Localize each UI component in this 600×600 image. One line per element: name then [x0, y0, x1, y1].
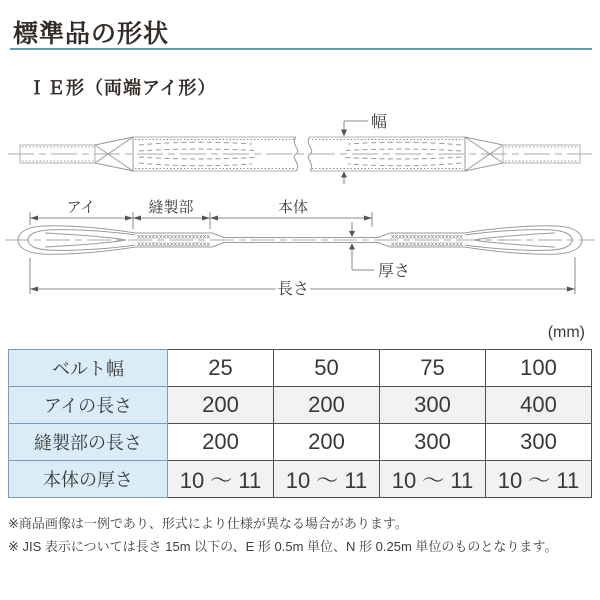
sewn-dimension-label: 縫製部 — [148, 199, 194, 216]
width-callout — [341, 113, 387, 184]
table-cell: 10 ～ 11 — [274, 461, 380, 498]
product-type-heading: ＩＥ形（両端アイ形） — [28, 78, 217, 98]
stitch-pattern: xxxxxxxxxxxxxxxxxxxx — [391, 241, 464, 248]
body-dimension-label: 本体 — [277, 199, 309, 216]
table-cell: 10 ～ 11 — [380, 461, 486, 498]
row-header: ベルト幅 — [9, 350, 168, 387]
table-cell: 200 — [274, 387, 380, 424]
width-label: 幅 — [371, 114, 388, 131]
table-cell: 300 — [380, 387, 486, 424]
table-row — [9, 424, 592, 461]
table-unit-label: (mm) — [547, 324, 585, 341]
width-arrow-up — [341, 172, 347, 178]
sling-top-view-diagram — [0, 100, 600, 190]
thickness-arrow-up — [349, 243, 355, 249]
table-cell: 25 — [168, 350, 274, 387]
table-cell: 200 — [274, 424, 380, 461]
table-cell: 50 — [274, 350, 380, 387]
row-header: アイの長さ — [9, 387, 168, 424]
sling-side-view-diagram — [0, 193, 600, 308]
right-sewn-section — [378, 233, 465, 248]
stitch-pattern: xxxxxxxxxxxxxxxxxxxx — [391, 233, 464, 241]
stitch-pattern: xxxxxxxxxxxxxxxxxxxx — [137, 241, 211, 248]
thickness-label: 厚さ — [378, 263, 411, 280]
table-cell: 400 — [486, 387, 592, 424]
table-cell: 100 — [486, 350, 592, 387]
table-cell: 200 — [168, 424, 274, 461]
table-cell: 75 — [380, 350, 486, 387]
table-cell: 10 ～ 11 — [486, 461, 592, 498]
page-title: 標準品の形状 — [13, 20, 170, 48]
row-header: 本体の厚さ — [9, 461, 168, 498]
right-eye — [465, 226, 582, 254]
table-cell: 10 ～ 11 — [168, 461, 274, 498]
row-header: 縫製部の長さ — [9, 424, 168, 461]
length-label: 長さ — [276, 281, 310, 298]
thickness-callout — [349, 222, 410, 280]
table-row — [9, 350, 592, 387]
table-cell: 200 — [168, 387, 274, 424]
eye-dimension-label: アイ — [66, 199, 96, 216]
width-arrow-down — [341, 130, 347, 137]
table-cell: 300 — [486, 424, 592, 461]
segment-dimensions — [30, 198, 372, 229]
table-row — [9, 387, 592, 424]
table-row — [9, 461, 592, 498]
thickness-arrow-down — [349, 231, 355, 237]
length-dimension — [30, 257, 575, 298]
title-underline — [10, 48, 592, 50]
spec-table — [8, 349, 592, 498]
stitch-pattern: xxxxxxxxxxxxxxxxxxxx — [137, 233, 211, 241]
table-cell: 300 — [380, 424, 486, 461]
footnote: ※商品画像は一例であり、形式により仕様が異なる場合があります。 — [8, 516, 408, 531]
footnote: ※ JIS 表示については長さ 15m 以下の、E 形 0.5m 単位、N 形 0.25m 単位のものとなります。 — [8, 539, 558, 554]
